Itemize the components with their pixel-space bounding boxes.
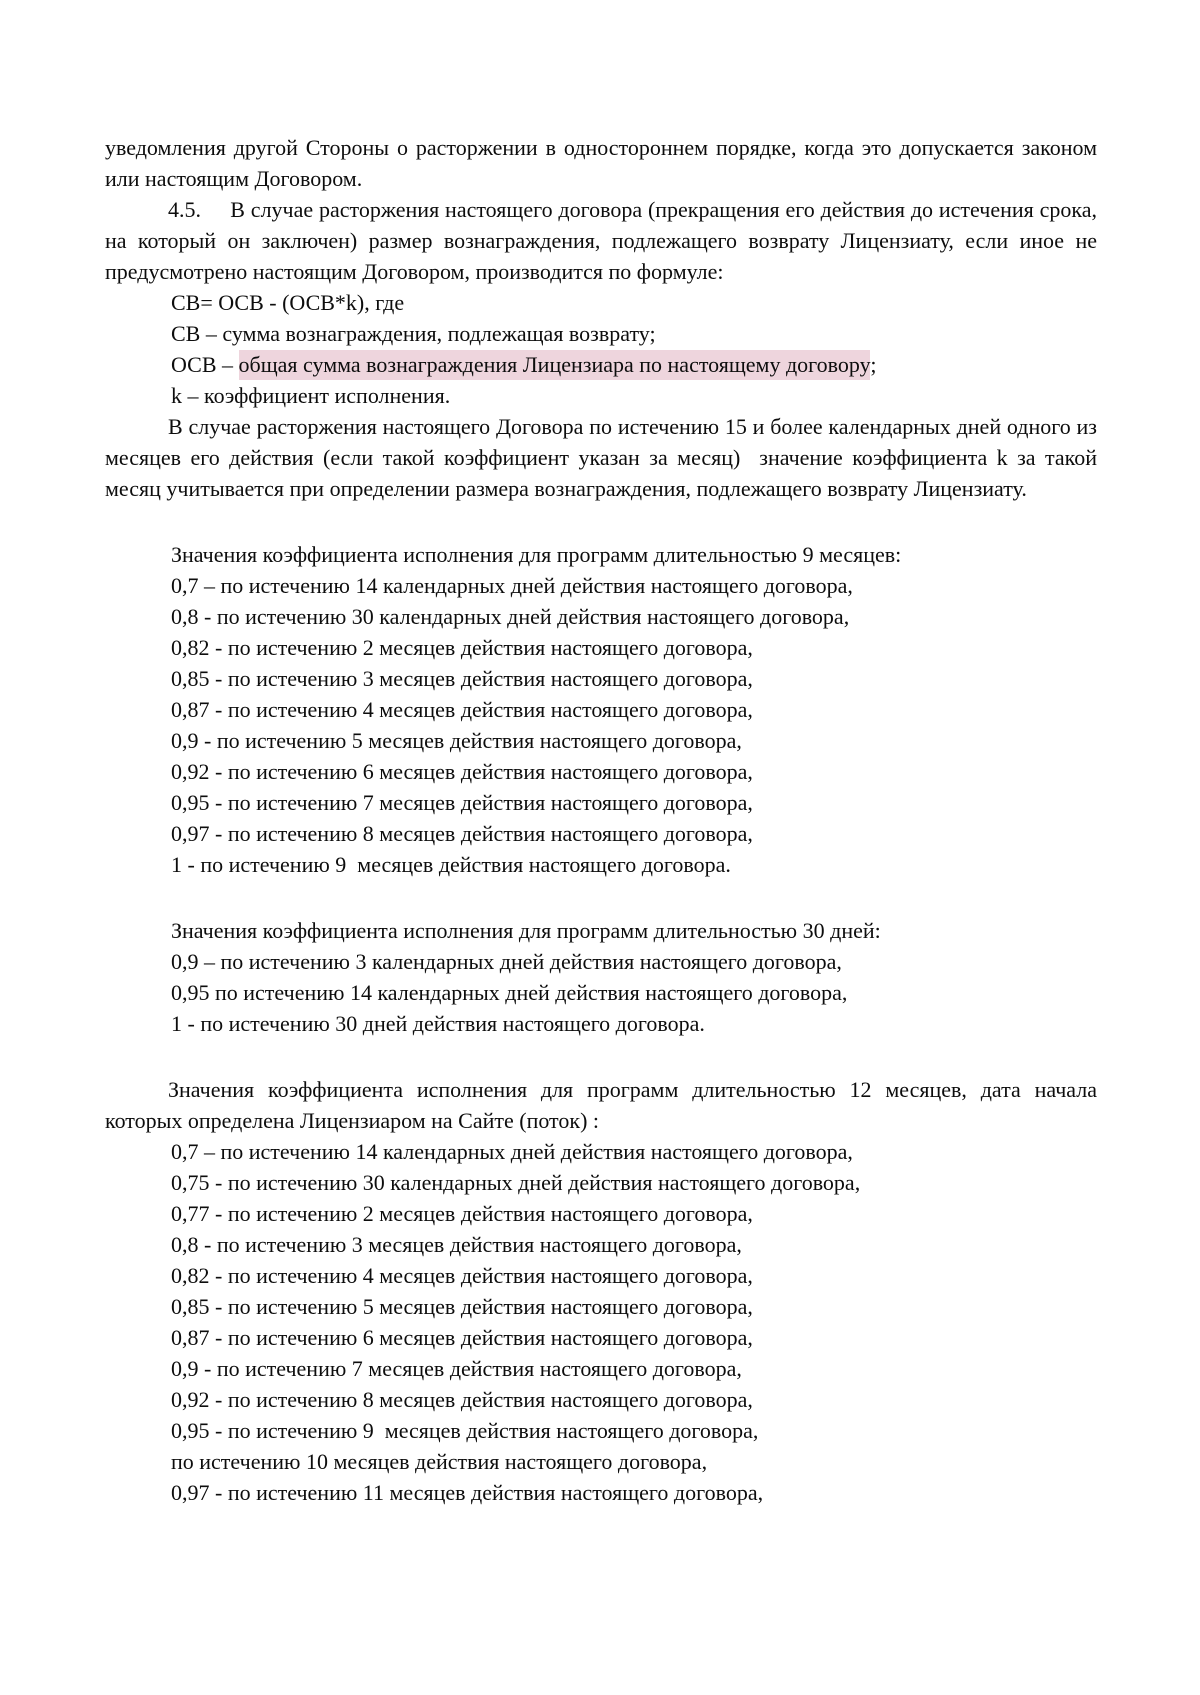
coefficient-item: 0,8 - по истечению 3 месяцев действия настоящего договора, (171, 1232, 742, 1257)
coefficient-item: 0,82 - по истечению 2 месяцев действия настоящего договора, (171, 635, 753, 660)
coefficient-item: 0,75 - по истечению 30 календарных дней действия настоящего договора, (171, 1170, 861, 1195)
coefficient-list-12-months (105, 1136, 1097, 1508)
coefficient-item: 0,92 - по истечению 6 месяцев действия настоящего договора, (171, 759, 753, 784)
coefficient-item: 0,95 - по истечению 7 месяцев действия настоящего договора, (171, 790, 753, 815)
section-heading-30-days: Значения коэффициента исполнения для программ длительностью 30 дней: (171, 918, 881, 943)
coefficient-item: 0,95 - по истечению 9 месяцев действия настоящего договора, (171, 1418, 759, 1443)
coefficient-item: 0,8 - по истечению 30 календарных дней действия настоящего договора, (171, 604, 850, 629)
section-heading-9-months: Значения коэффициента исполнения для программ длительностью 9 месяцев: (171, 542, 902, 567)
coefficient-item: 0,9 – по истечению 3 календарных дней действия настоящего договора, (171, 949, 842, 974)
coefficient-item: 0,95 по истечению 14 календарных дней действия настоящего договора, (171, 980, 848, 1005)
coefficient-item: 0,9 - по истечению 5 месяцев действия настоящего договора, (171, 728, 742, 753)
coefficient-item: 1 - по истечению 30 дней действия настоящего договора. (171, 1011, 705, 1036)
coefficient-item: 0,92 - по истечению 8 месяцев действия настоящего договора, (171, 1387, 753, 1412)
paragraph-clause-4-5: 4.5. В случае расторжения настоящего договора (прекращения его действия до истечения срока, на который он заключен) размер вознаграждения, подлежащего возврату Лицензиату, если иное не предусмотрено настоящим Договором, производится по формуле: (105, 197, 1097, 284)
coefficient-item: 0,9 - по истечению 7 месяцев действия настоящего договора, (171, 1356, 742, 1381)
ocb-prefix: ОСВ – (171, 352, 239, 377)
coefficient-list-9-months (105, 570, 1097, 880)
coefficient-item: по истечению 10 месяцев действия настоящего договора, (171, 1449, 708, 1474)
coefficient-item: 0,7 – по истечению 14 календарных дней действия настоящего договора, (171, 1139, 853, 1164)
coefficient-item: 0,7 – по истечению 14 календарных дней действия настоящего договора, (171, 573, 853, 598)
formula-line: СВ= ОСВ - (ОСВ*k), где (171, 290, 405, 315)
coefficient-item: 0,97 - по истечению 8 месяцев действия настоящего договора, (171, 821, 753, 846)
coefficient-item: 0,82 - по истечению 4 месяцев действия настоящего договора, (171, 1263, 753, 1288)
cb-definition-line: СВ – сумма вознаграждения, подлежащая возврату; (171, 321, 656, 346)
coefficient-item: 0,87 - по истечению 6 месяцев действия настоящего договора, (171, 1325, 753, 1350)
section-heading-12-months: Значения коэффициента исполнения для программ длительностью 12 месяцев, дата начала которых определена Лицензиаром на Сайте (поток) : (105, 1077, 1097, 1133)
k-definition-line: k – коэффициент исполнения. (171, 383, 451, 408)
ocb-suffix: ; (870, 352, 877, 377)
section-coefficients-9-months (105, 539, 1097, 880)
coefficient-item: 0,85 - по истечению 3 месяцев действия настоящего договора, (171, 666, 753, 691)
ocb-definition-line (171, 349, 1097, 380)
paragraph-termination-notice: уведомления другой Стороны о расторжении в одностороннем порядке, когда это допускается законом или настоящим Договором. (105, 135, 1097, 191)
coefficient-item: 1 - по истечению 9 месяцев действия настоящего договора. (171, 852, 731, 877)
highlighted-text: общая сумма вознаграждения Лицензиара по настоящему договору (239, 350, 871, 380)
coefficient-item: 0,97 - по истечению 11 месяцев действия настоящего договора, (171, 1480, 764, 1505)
section-coefficients-12-months (105, 1074, 1097, 1508)
coefficient-item: 0,85 - по истечению 5 месяцев действия настоящего договора, (171, 1294, 753, 1319)
coefficient-item: 0,87 - по истечению 4 месяцев действия настоящего договора, (171, 697, 753, 722)
coefficient-list-30-days (105, 946, 1097, 1039)
section-coefficients-30-days (105, 915, 1097, 1039)
paragraph-termination-rule: В случае расторжения настоящего Договора по истечению 15 и более календарных дней одного из месяцев его действия (если такой коэффициент указан за месяц) значение коэффициента k за такой месяц учитывается при определении размера вознаграждения, подлежащего возврату Лицензиату. (105, 414, 1097, 501)
coefficient-item: 0,77 - по истечению 2 месяцев действия настоящего договора, (171, 1201, 753, 1226)
